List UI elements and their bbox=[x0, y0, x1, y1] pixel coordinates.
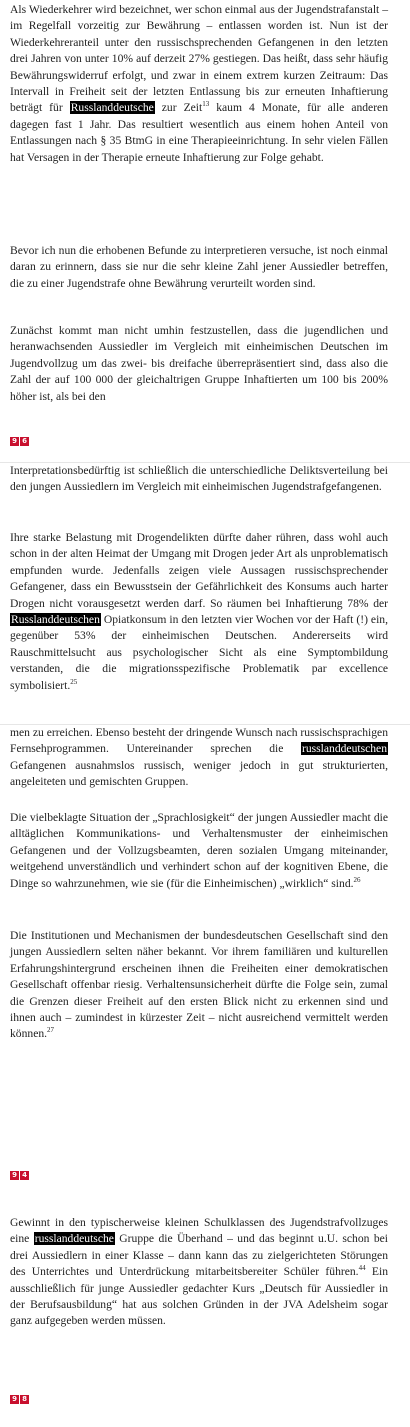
paragraph: Bevor ich nun die erhobenen Befunde zu interpretieren versuche, ist noch einmal daran zu erinnern, dass sie nur die sehr kleine Zahl jener Aussiedler betreffen, die zu einer Jugendstrafe ohne Bewährung verurteilt worden sind. bbox=[10, 244, 388, 290]
footnote-ref: 13 bbox=[202, 100, 210, 109]
text-block-ueberrepraesentiert bbox=[10, 323, 388, 405]
text-block-fernsehprogramme bbox=[10, 725, 388, 791]
footnote-ref: 44 bbox=[358, 1264, 366, 1273]
text-block-interpretation bbox=[10, 243, 388, 292]
footnote-ref: 27 bbox=[47, 1026, 55, 1035]
paragraph: Gewinnt in den typischerweise kleinen Schulklassen des Jugendstrafvollzuges eine russlanddeutsche Gruppe die Überhand – und das beginnt u.U. schon bei drei Aussiedlern in einer Klasse – dann kann das zu zielgerichteten Störungen des Unterrichtes und Unterdrückung mitarbeitsbereiter Schüler führen.$^{44}$ Ein ausschließlich für junge Aussiedler gedachter Kurs „Deutsch für Aussiedler in der Berufsausbildung“ hat aus solchen Gründen in der JVA Adelsheim sogar ganz aufgegeben werden müssen. bbox=[10, 1216, 388, 1328]
paragraph: Zunächst kommt man nicht umhin festzustellen, dass die jugendlichen und heranwachsenden Aussiedler im Vergleich mit einheimischen Deutschen im Jugendvollzug um das zwei- bis dreifache überrepräsentiert sind, dass also die Zahl der auf 100 000 der gleichaltrigen Gruppe Inhaftierten um 100 bis 200% höher ist, als bei den bbox=[10, 324, 388, 403]
paragraph: Ihre starke Belastung mit Drogendelikten dürfte daher rühren, dass wohl auch schon in der alten Heimat der Umgang mit Drogen jeder Art als unproblematisch empfunden wurde. Jedenfalls zeigen viele Aussagen russischsprechender Gefangener, dass ein Bewusstsein der Gefährlichkeit des Konsums auch harter Drogen nicht vorausgesetzt werden darf. So räumen bei Inhaftierung 78% der Russlanddeutschen Opiatkonsum in den letzten vier Wochen vor der Haft (!) ein, gegenüber 53% der einheimischen Deutschen. Andererseits wird Rauschmittelsucht aus psychologischer Sicht als eine Symptombildung verstanden, die die migrationsspezifische Problematik par excellence symbolisiert.$^{25}$ bbox=[10, 531, 388, 692]
text-block-deliktsverteilung bbox=[10, 463, 388, 496]
text-block-wiederkehrer bbox=[10, 2, 388, 166]
page-number: 9 8 bbox=[10, 1395, 29, 1404]
page-number: 9 4 bbox=[10, 1171, 29, 1180]
text-block-institutionen bbox=[10, 928, 388, 1043]
page-number: 9 6 bbox=[10, 437, 29, 446]
highlighted-term: Russlanddeutschen bbox=[11, 613, 100, 627]
paragraph: men zu erreichen. Ebenso besteht der dringende Wunsch nach russischsprachigen Fernsehprogrammen. Untereinander sprechen die russlanddeutschen Gefangenen ausnahmslos russisch, weniger jedoch in gut strukturierten, angeleiteten und gemischten Gruppen. bbox=[10, 726, 388, 789]
paragraph: Als Wiederkehrer wird bezeichnet, wer schon einmal aus der Jugendstrafanstalt – im Regelfall vorzeitig zur Bewährung – entlassen worden ist. Nun ist der Wiederkehreranteil unter den russischsprechenden Gefangenen in den letzten drei Jahren von unter 10% auf derzeit 27% gestiegen. Das heißt, dass sehr häufig Bewährungswiderruf erfolgt, und zwar in einem extrem kurzen Zeitraum: Das Intervall in Freiheit seit der letzten Entlassung bis zur erneuten Inhaftierung beträgt für Russlanddeutsche zur Zeit$^{13}$ kaum 4 Monate, für alle anderen dagegen fast 1 Jahr. Das resultiert wesentlich aus einem hohen Anteil von Entlassungen nach § 35 BtmG in eine Therapieeinrichtung. In sehr vielen Fällen hat Versagen in der Therapie erneute Inhaftierung zur Folge gehabt. bbox=[10, 3, 389, 164]
text-block-sprachlosigkeit bbox=[10, 810, 388, 892]
highlighted-term: Russlanddeutsche bbox=[70, 101, 154, 115]
paragraph: Die Institutionen und Mechanismen der bundesdeutschen Gesellschaft sind den jungen Aussiedlern selten näher bekannt. Vor ihrem familiären und kulturellen Erfahrungshintergrund erscheinen ihnen die Freiheiten einer demokratischen Gesellschaft offenbar riesig. Verhaltensunsicherheit dürfte die Folge sein, zumal die Grenzen dieser Freiheit auf den ersten Blick nicht zu erkennen sind und ihnen auch – zumindest in kürzester Zeit – nicht ausreichend vermittelt werden können.$^{27}$ bbox=[10, 929, 388, 1041]
highlighted-term: russlanddeutschen bbox=[301, 742, 387, 756]
footnote-ref: 25 bbox=[70, 677, 78, 686]
text-block-schulklassen bbox=[10, 1215, 388, 1330]
footnote-ref: 26 bbox=[353, 875, 361, 884]
paragraph: Interpretationsbedürftig ist schließlich die unterschiedliche Deliktsverteilung bei den jungen Aussiedlern im Vergleich mit einheimischen Jugendstrafgefangenen. bbox=[10, 464, 388, 494]
paragraph: Die vielbeklagte Situation der „Sprachlosigkeit“ der jungen Aussiedler macht die alltäglichen Kommunikations- und Verhaltensmuster der einheimischen Gefangenen und der Vollzugsbeamten, deren sozialen Umgang miteinander, weitgehend unverständlich und verhindert schon auf der kognitiven Ebene, die Dinge so wahrzunehmen, wie sie (für die Einheimischen) „wirklich“ sind.$^{26}$ bbox=[10, 811, 388, 890]
highlighted-term: russlanddeutsche bbox=[34, 1232, 114, 1246]
text-block-drogendelikte bbox=[10, 530, 388, 694]
